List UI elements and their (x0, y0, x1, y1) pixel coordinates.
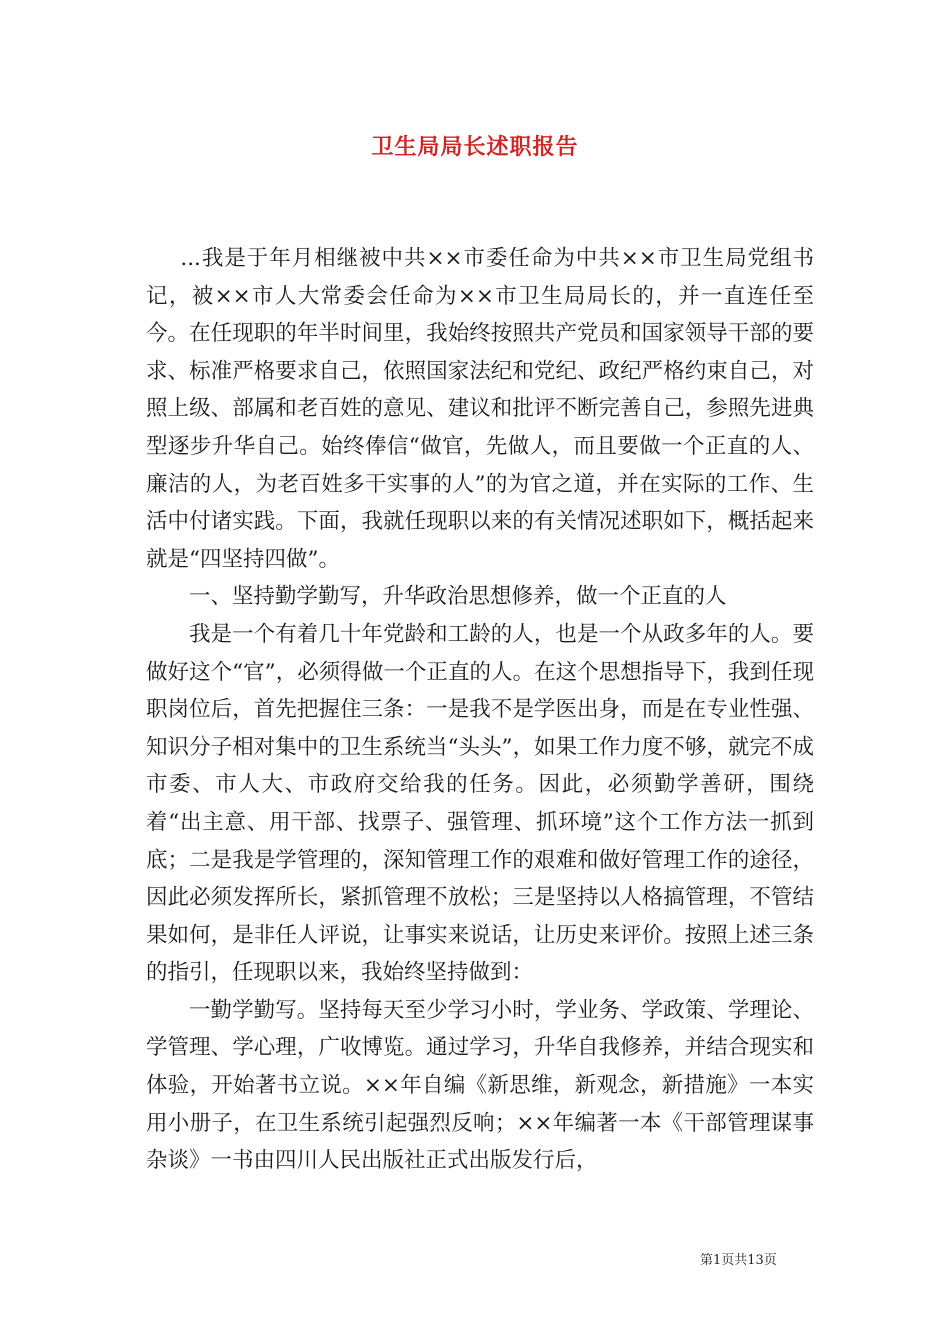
section-heading-1: 一、坚持勤学勤写，升华政治思想修养，做一个正直的人 (189, 584, 727, 610)
document-title: 卫生局局长述职报告 (371, 134, 579, 160)
document-body (146, 240, 814, 1180)
body-paragraph-2: 我是一个有着几十年党龄和工龄的人，也是一个从政多年的人。要做好这个“官”，必须得做一个正直的人。在这个思想指导下，我到任现职岗位后，首先把握住三条：一是我不是学医出身，而是在专业性强、知识分子相对集中的卫生系统当“头头”，如果工作力度不够，就完不成市委、市人大、市政府交给我的任务。因此，必须勤学善研，围绕着“出主意、用干部、找票子、强管理、抓环境”这个工作方法一抓到底；二是我是学管理的，深知管理工作的艰难和做好管理工作的途径，因此必须发挥所长，紧抓管理不放松；三是坚持以人格搞管理，不管结果如何，是非任人评说，让事实来说话，让历史来评价。按照上述三条的指引，任现职以来，我始终坚持做到： (146, 621, 814, 986)
page-number-footer: 第1页共13页 (700, 1253, 777, 1268)
body-paragraph-intro: ...我是于年月相继被中共××市委任命为中共××市卫生局党组书记，被××市人大常委会任命为××市卫生局局长的，并一直连任至今。在任现职的年半时间里，我始终按照共产党员和国家领导干部的要求、标准严格要求自己，依照国家法纪和党纪、政纪严格约束自己，对照上级、部属和老百姓的意见、建议和批评不断完善自己，参照先进典型逐步升华自己。始终俸信“做官，先做人，而且要做一个正直的人、廉洁的人，为老百姓多干实事的人”的为官之道，并在实际的工作、生活中付诸实践。下面，我就任现职以来的有关情况述职如下，概括起来就是“四坚持四做”。 (146, 246, 814, 572)
body-paragraph-3: 一勤学勤写。坚持每天至少学习小时，学业务、学政策、学理论、学管理、学心理，广收博览。通过学习，升华自我修养，并结合现实和体验，开始著书立说。××年自编《新思维，新观念，新措施》一本实用小册子，在卫生系统引起强烈反响；××年编著一本《干部管理谋事杂谈》一书由四川人民出版社正式出版发行后， (146, 997, 814, 1174)
